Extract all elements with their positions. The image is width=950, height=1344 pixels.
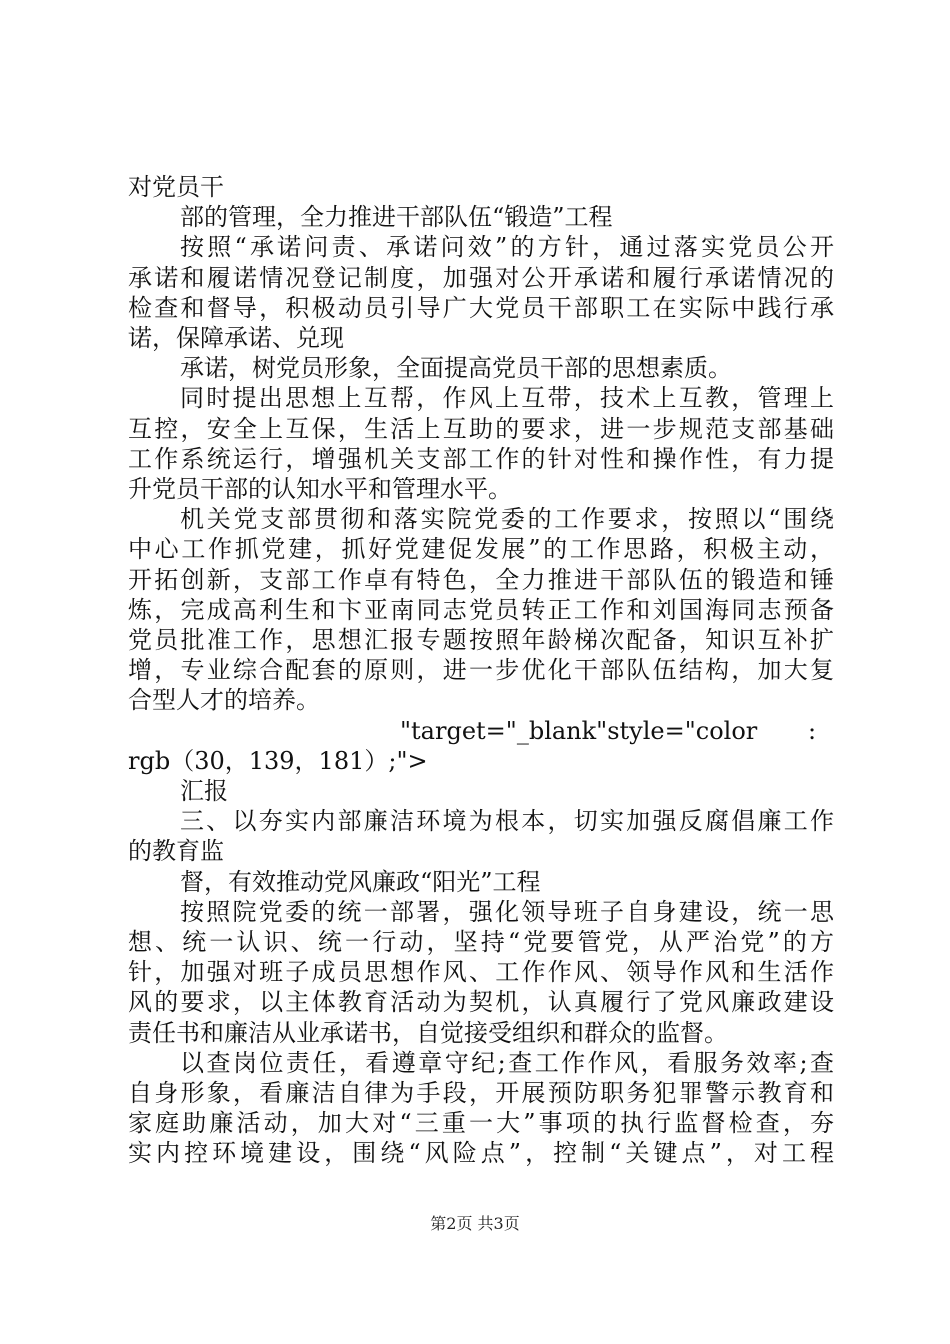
text-line: 同时提出思想上互帮，作风上互带，技术上互教，管理上 — [180, 384, 834, 413]
text-line: 以查岗位责任，看遵章守纪;查工作作风，看服务效率;查 — [180, 1048, 834, 1077]
text-line: 中心工作抓党建，抓好党建促发展”的工作思路，积极主动， — [128, 535, 834, 564]
text-line: 炼，完成高利生和卞亚南同志党员转正工作和刘国海同志预备 — [128, 595, 834, 624]
text-line: 针，加强对班子成员思想作风、工作作风、领导作风和生活作 — [128, 958, 834, 987]
code-fragment: : — [808, 716, 817, 745]
text-line: 工作系统运行，增强机关支部工作的针对性和操作性，有力提 — [128, 444, 834, 473]
page-footer: 第2页 共3页 — [430, 1214, 520, 1233]
text-line: 合型人才的培养。 — [128, 686, 320, 715]
section-heading: 的教育监 — [128, 837, 224, 866]
text-line: 开拓创新，支部工作卓有特色，全力推进干部队伍的锻造和锤 — [128, 565, 834, 594]
text-line: 检查和督导，积极动员引导广大党员干部职工在实际中践行承 — [128, 293, 834, 322]
text-line: 机关党支部贯彻和落实院党委的工作要求，按照以“围绕 — [180, 505, 834, 534]
text-line: 督，有效推动党风廉政“阳光”工程 — [180, 867, 541, 896]
text-line: 部的管理，全力推进干部队伍“锻造”工程 — [180, 203, 613, 232]
text-line: 按照“承诺问责、承诺问效”的方针，通过落实党员公开 — [180, 233, 834, 262]
text-line: 升党员干部的认知水平和管理水平。 — [128, 475, 512, 503]
text-line: 承诺，树党员形象，全面提高党员干部的思想素质。 — [180, 354, 732, 383]
text-line: 互控，安全上互保，生活上互助的要求，进一步规范支部基础 — [128, 414, 834, 443]
text-line: 想、统一认识、统一行动，坚持“党要管党，从严治党”的方 — [128, 928, 834, 956]
text-line: 对党员干 — [128, 173, 224, 201]
section-heading: 三、以夯实内部廉洁环境为根本，切实加强反腐倡廉工作 — [180, 807, 834, 836]
text-line: 汇报 — [180, 777, 228, 805]
text-line: 增，专业综合配套的原则，进一步优化干部队伍结构，加大复 — [128, 656, 834, 685]
text-line: 按照院党委的统一部署，强化领导班子自身建设，统一思 — [180, 897, 834, 926]
text-line: 实内控环境建设，围绕“风险点”，控制“关键点”，对工程 — [128, 1139, 834, 1168]
text-line: 风的要求，以主体教育活动为契机，认真履行了党风廉政建设 — [128, 988, 834, 1017]
text-line: 承诺和履诺情况登记制度，加强对公开承诺和履行承诺情况的 — [128, 263, 834, 292]
code-fragment: rgb（30，139，181）;"> — [128, 746, 428, 775]
text-line: 诺，保障承诺、兑现 — [128, 324, 344, 352]
text-line: 家庭助廉活动，加大对“三重一大”事项的执行监督检查，夯 — [128, 1109, 834, 1138]
code-fragment: "target="_blank"style="color — [400, 716, 758, 745]
text-line: 自身形象，看廉洁自律为手段，开展预防职务犯罪警示教育和 — [128, 1079, 834, 1107]
text-line: 责任书和廉洁从业承诺书，自觉接受组织和群众的监督。 — [128, 1018, 728, 1047]
text-line: 党员批准工作，思想汇报专题按照年龄梯次配备，知识互补扩 — [128, 626, 834, 654]
